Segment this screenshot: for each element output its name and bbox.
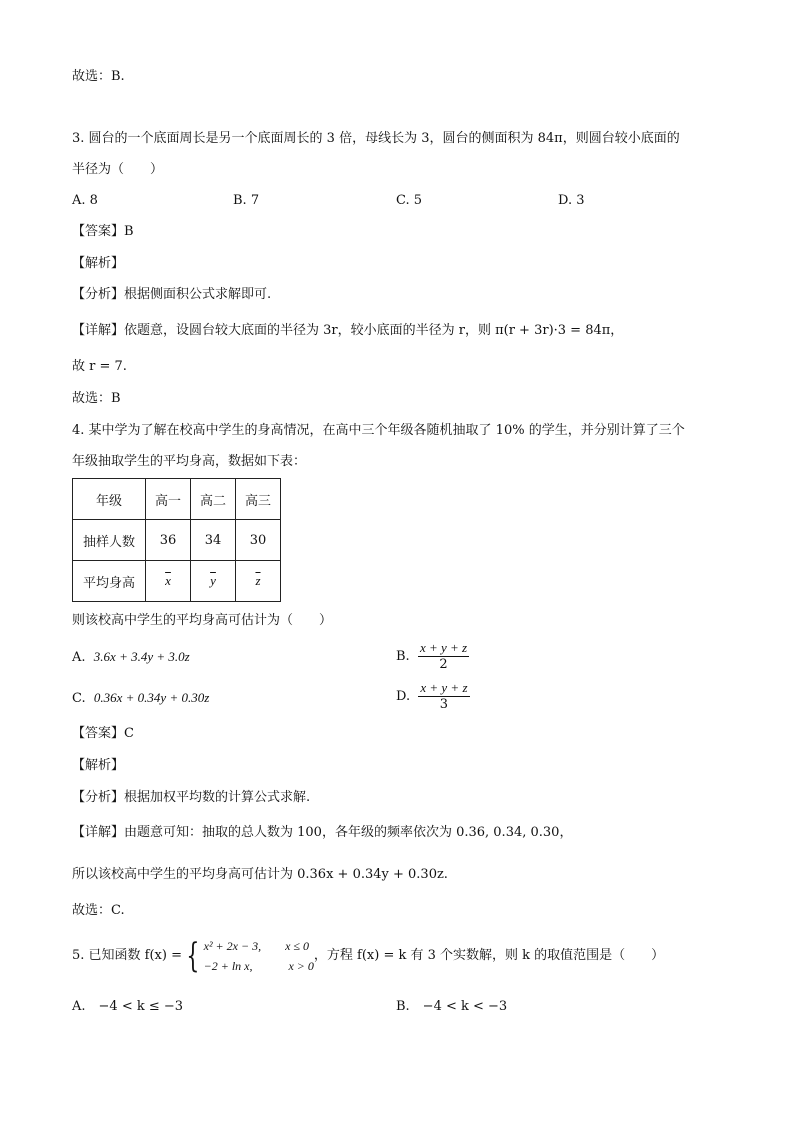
- previous-answer-choice: 故选：B.: [72, 69, 125, 84]
- q5-option-a: A. −4 < k ≤ −3: [72, 999, 184, 1014]
- table-cell: 年级: [73, 479, 146, 520]
- option-label: D.: [396, 689, 411, 704]
- option-fraction: [418, 680, 469, 713]
- q4-option-c: [72, 689, 209, 708]
- q3-option-c: C. 5: [396, 193, 423, 208]
- q4-analysis-heading: 【解析】: [72, 758, 125, 773]
- mean-z: $\overline{z}$: [255, 573, 261, 588]
- q3-answer: 【答案】B: [72, 224, 134, 239]
- mean-x: $\overline{x}$: [165, 573, 171, 588]
- q3-option-d: D. 3: [558, 193, 585, 208]
- option-fraction: [418, 640, 469, 673]
- q4-stem-line1: 4. 某中学为了解在校高中学生的身高情况，在高中三个年级各随机抽取了 10% 的学生，并分别计算了三个: [72, 423, 685, 438]
- q4-result: 所以该校高中学生的平均身高可估计为 0.36x + 0.34y + 0.30z.: [72, 867, 448, 882]
- table-cell: 36: [146, 520, 191, 561]
- piece-two: −2 + ln x, x > 0: [203, 959, 314, 973]
- q4-option-d: [396, 680, 470, 713]
- q3-choose: 故选：B: [72, 391, 121, 406]
- q4-question: 则该校高中学生的平均身高可估计为（ ）: [72, 613, 333, 628]
- q5-suffix: ，方程 f(x) = k 有 3 个实数解，则 k 的取值范围是（ ）: [313, 948, 665, 963]
- q3-option-a: A. 8: [72, 193, 98, 208]
- q3-stem-line1: 3. 圆台的一个底面周长是另一个底面周长的 3 倍，母线长为 3，圆台的侧面积为 84π，则圆台较小底面的: [72, 131, 680, 146]
- table-header-row: [73, 479, 281, 520]
- fraction-denominator: 3: [439, 697, 449, 712]
- q4-stem-line2: 年级抽取学生的平均身高，数据如下表：: [72, 454, 307, 469]
- option-label: A.: [72, 650, 86, 665]
- q3-stem-line2: 半径为（ ）: [72, 162, 164, 177]
- option-math: 3.6x + 3.4y + 3.0z: [93, 649, 190, 664]
- q4-option-b: [396, 640, 469, 673]
- q4-option-a: [72, 648, 190, 667]
- table-row: [73, 520, 281, 561]
- mean-y: $\overline{y}$: [210, 573, 216, 588]
- q5-prefix: 5. 已知函数 f(x) =: [72, 948, 182, 963]
- table-cell: 高一: [146, 479, 191, 520]
- table-cell: 30: [236, 520, 281, 561]
- table-cell: [146, 561, 191, 602]
- q3-detail: 【详解】依题意，设圆台较大底面的半径为 3r，较小底面的半径为 r，则 π(r + 3r)·3 = 84π，: [72, 323, 624, 338]
- left-brace-icon: {: [186, 936, 200, 976]
- table-cell: 34: [191, 520, 236, 561]
- table-cell: 高三: [236, 479, 281, 520]
- table-cell: 高二: [191, 479, 236, 520]
- option-label: C.: [72, 691, 86, 706]
- table-row: [73, 561, 281, 602]
- q4-fenxi: 【分析】根据加权平均数的计算公式求解.: [72, 790, 311, 805]
- fraction-denominator: 2: [439, 657, 448, 672]
- piecewise-definition: [204, 936, 314, 976]
- q3-fenxi: 【分析】根据侧面积公式求解即可.: [72, 287, 272, 302]
- q5-stem: [72, 936, 664, 976]
- q5-option-b: B. −4 < k < −3: [396, 999, 508, 1014]
- table-cell: 平均身高: [73, 561, 146, 602]
- q3-option-b: B. 7: [233, 193, 260, 208]
- height-data-table: [72, 478, 281, 602]
- table-cell: 抽样人数: [73, 520, 146, 561]
- q4-choose: 故选：C.: [72, 903, 125, 918]
- q3-analysis-heading: 【解析】: [72, 256, 125, 271]
- option-label: B.: [396, 649, 410, 664]
- q3-result: 故 r = 7.: [72, 359, 127, 374]
- fraction-numerator: x + y + z: [420, 680, 468, 695]
- q4-detail: 【详解】由题意可知：抽取的总人数为 100，各年级的频率依次为 0.36, 0.34, 0.30，: [72, 825, 573, 840]
- table-cell: [236, 561, 281, 602]
- q4-answer: 【答案】C: [72, 726, 134, 741]
- table-cell: [191, 561, 236, 602]
- option-math: 0.36x + 0.34y + 0.30z: [93, 690, 210, 705]
- piece-one: x² + 2x − 3, x ≤ 0: [203, 939, 309, 953]
- fraction-numerator: x + y + z: [419, 640, 468, 655]
